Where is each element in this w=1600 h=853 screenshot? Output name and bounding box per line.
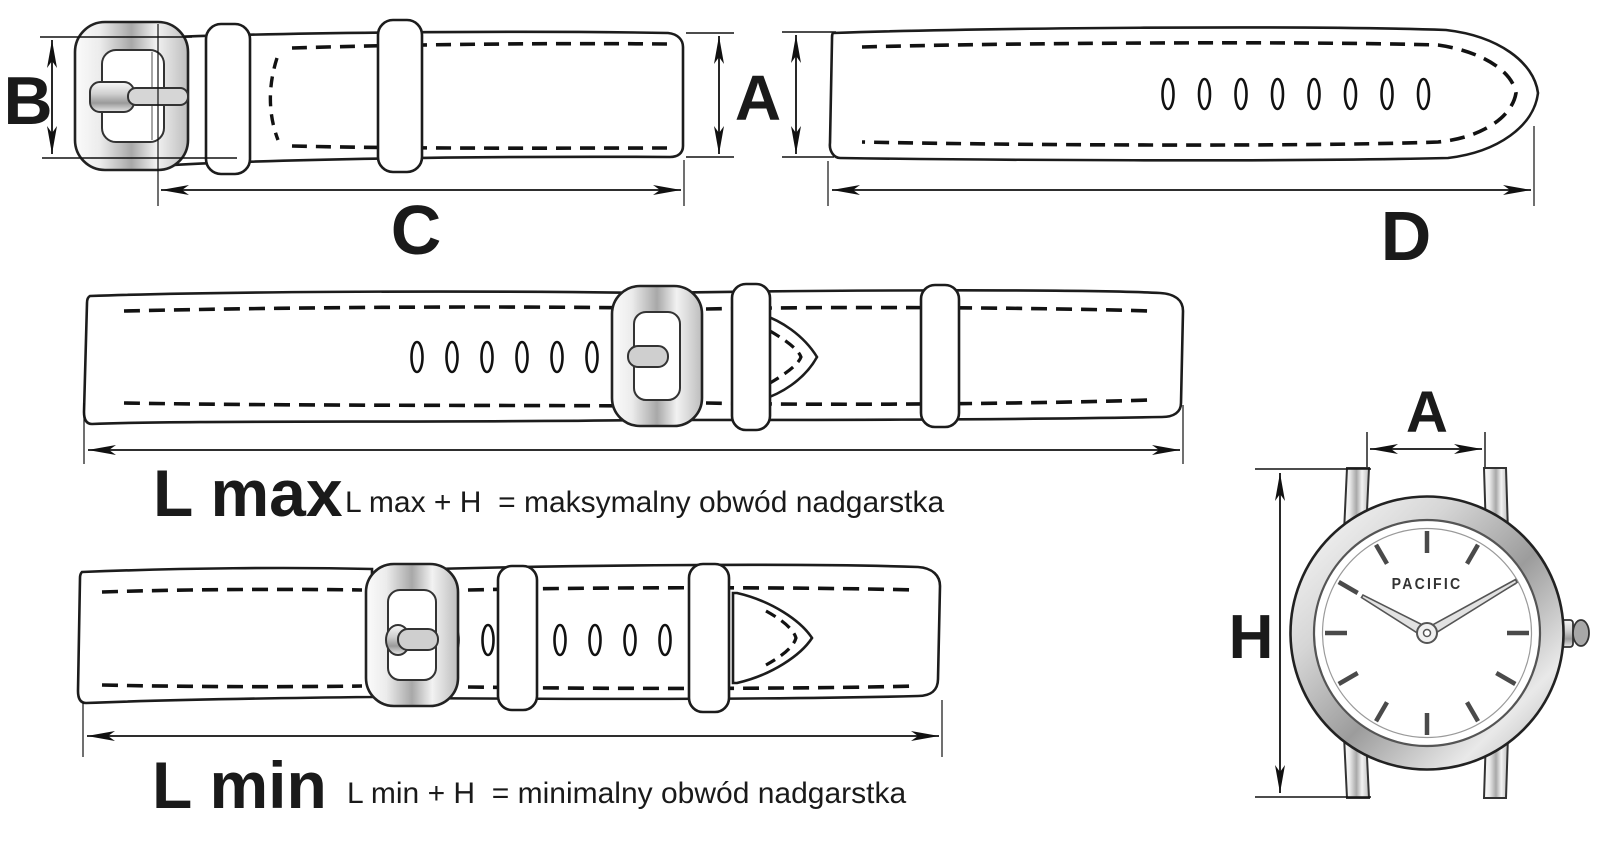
label-buckle-strap-length: C	[390, 191, 442, 269]
l-min-figure	[78, 564, 942, 822]
buckle-prong	[628, 346, 668, 367]
strap-hole	[590, 625, 601, 655]
strap-hole	[483, 625, 494, 655]
strap-hole	[517, 342, 528, 372]
strap-hole	[1309, 79, 1320, 109]
strap-hole	[555, 625, 566, 655]
strap-left-body	[84, 292, 650, 424]
formula-l-max: L max + H = maksymalny obwód nadgarstka	[345, 486, 945, 519]
dimension-a-right	[782, 32, 836, 157]
formula-l-min: L min + H = minimalny obwód nadgarstka	[347, 777, 907, 810]
strap-hole	[1272, 79, 1283, 109]
strap-hole	[1163, 79, 1174, 109]
keeper-loop	[921, 285, 959, 427]
label-l-min: L min	[152, 748, 327, 822]
label-buckle-width: B	[3, 63, 53, 139]
watch-brand: PACIFIC	[1391, 575, 1463, 594]
label-lug-width: A	[1406, 380, 1448, 445]
dimension-a-left	[686, 33, 734, 157]
strap-hole	[552, 342, 563, 372]
keeper-loop	[732, 284, 770, 430]
keeper-loop	[498, 566, 537, 710]
buckle-prong	[398, 629, 438, 650]
label-case-height: H	[1228, 603, 1274, 672]
strap-hole	[447, 342, 458, 372]
label-l-max: L max	[153, 456, 343, 530]
watch-figure	[1229, 380, 1589, 798]
long-strap-figure	[828, 27, 1538, 275]
strap-body	[830, 27, 1538, 160]
buckle-strap-figure	[3, 20, 684, 269]
keeper-loop	[206, 24, 250, 174]
hands-hub-center	[1424, 630, 1431, 637]
keeper-loop	[378, 20, 422, 172]
strap-hole	[412, 342, 423, 372]
strap-hole	[1236, 79, 1247, 109]
label-strap-width: A	[734, 62, 782, 134]
l-max-figure	[84, 284, 1183, 530]
strap-hole	[660, 625, 671, 655]
strap-hole	[1382, 79, 1393, 109]
strap-hole	[1345, 79, 1356, 109]
strap-right-body	[650, 290, 1183, 420]
crown-cap	[1573, 620, 1589, 646]
keeper-loop	[689, 564, 729, 712]
strap-hole	[1199, 79, 1210, 109]
label-long-strap-length: D	[1380, 197, 1432, 275]
strap-hole	[625, 625, 636, 655]
strap-hole	[587, 342, 598, 372]
strap-hole	[482, 342, 493, 372]
strap-hole	[1418, 79, 1429, 109]
